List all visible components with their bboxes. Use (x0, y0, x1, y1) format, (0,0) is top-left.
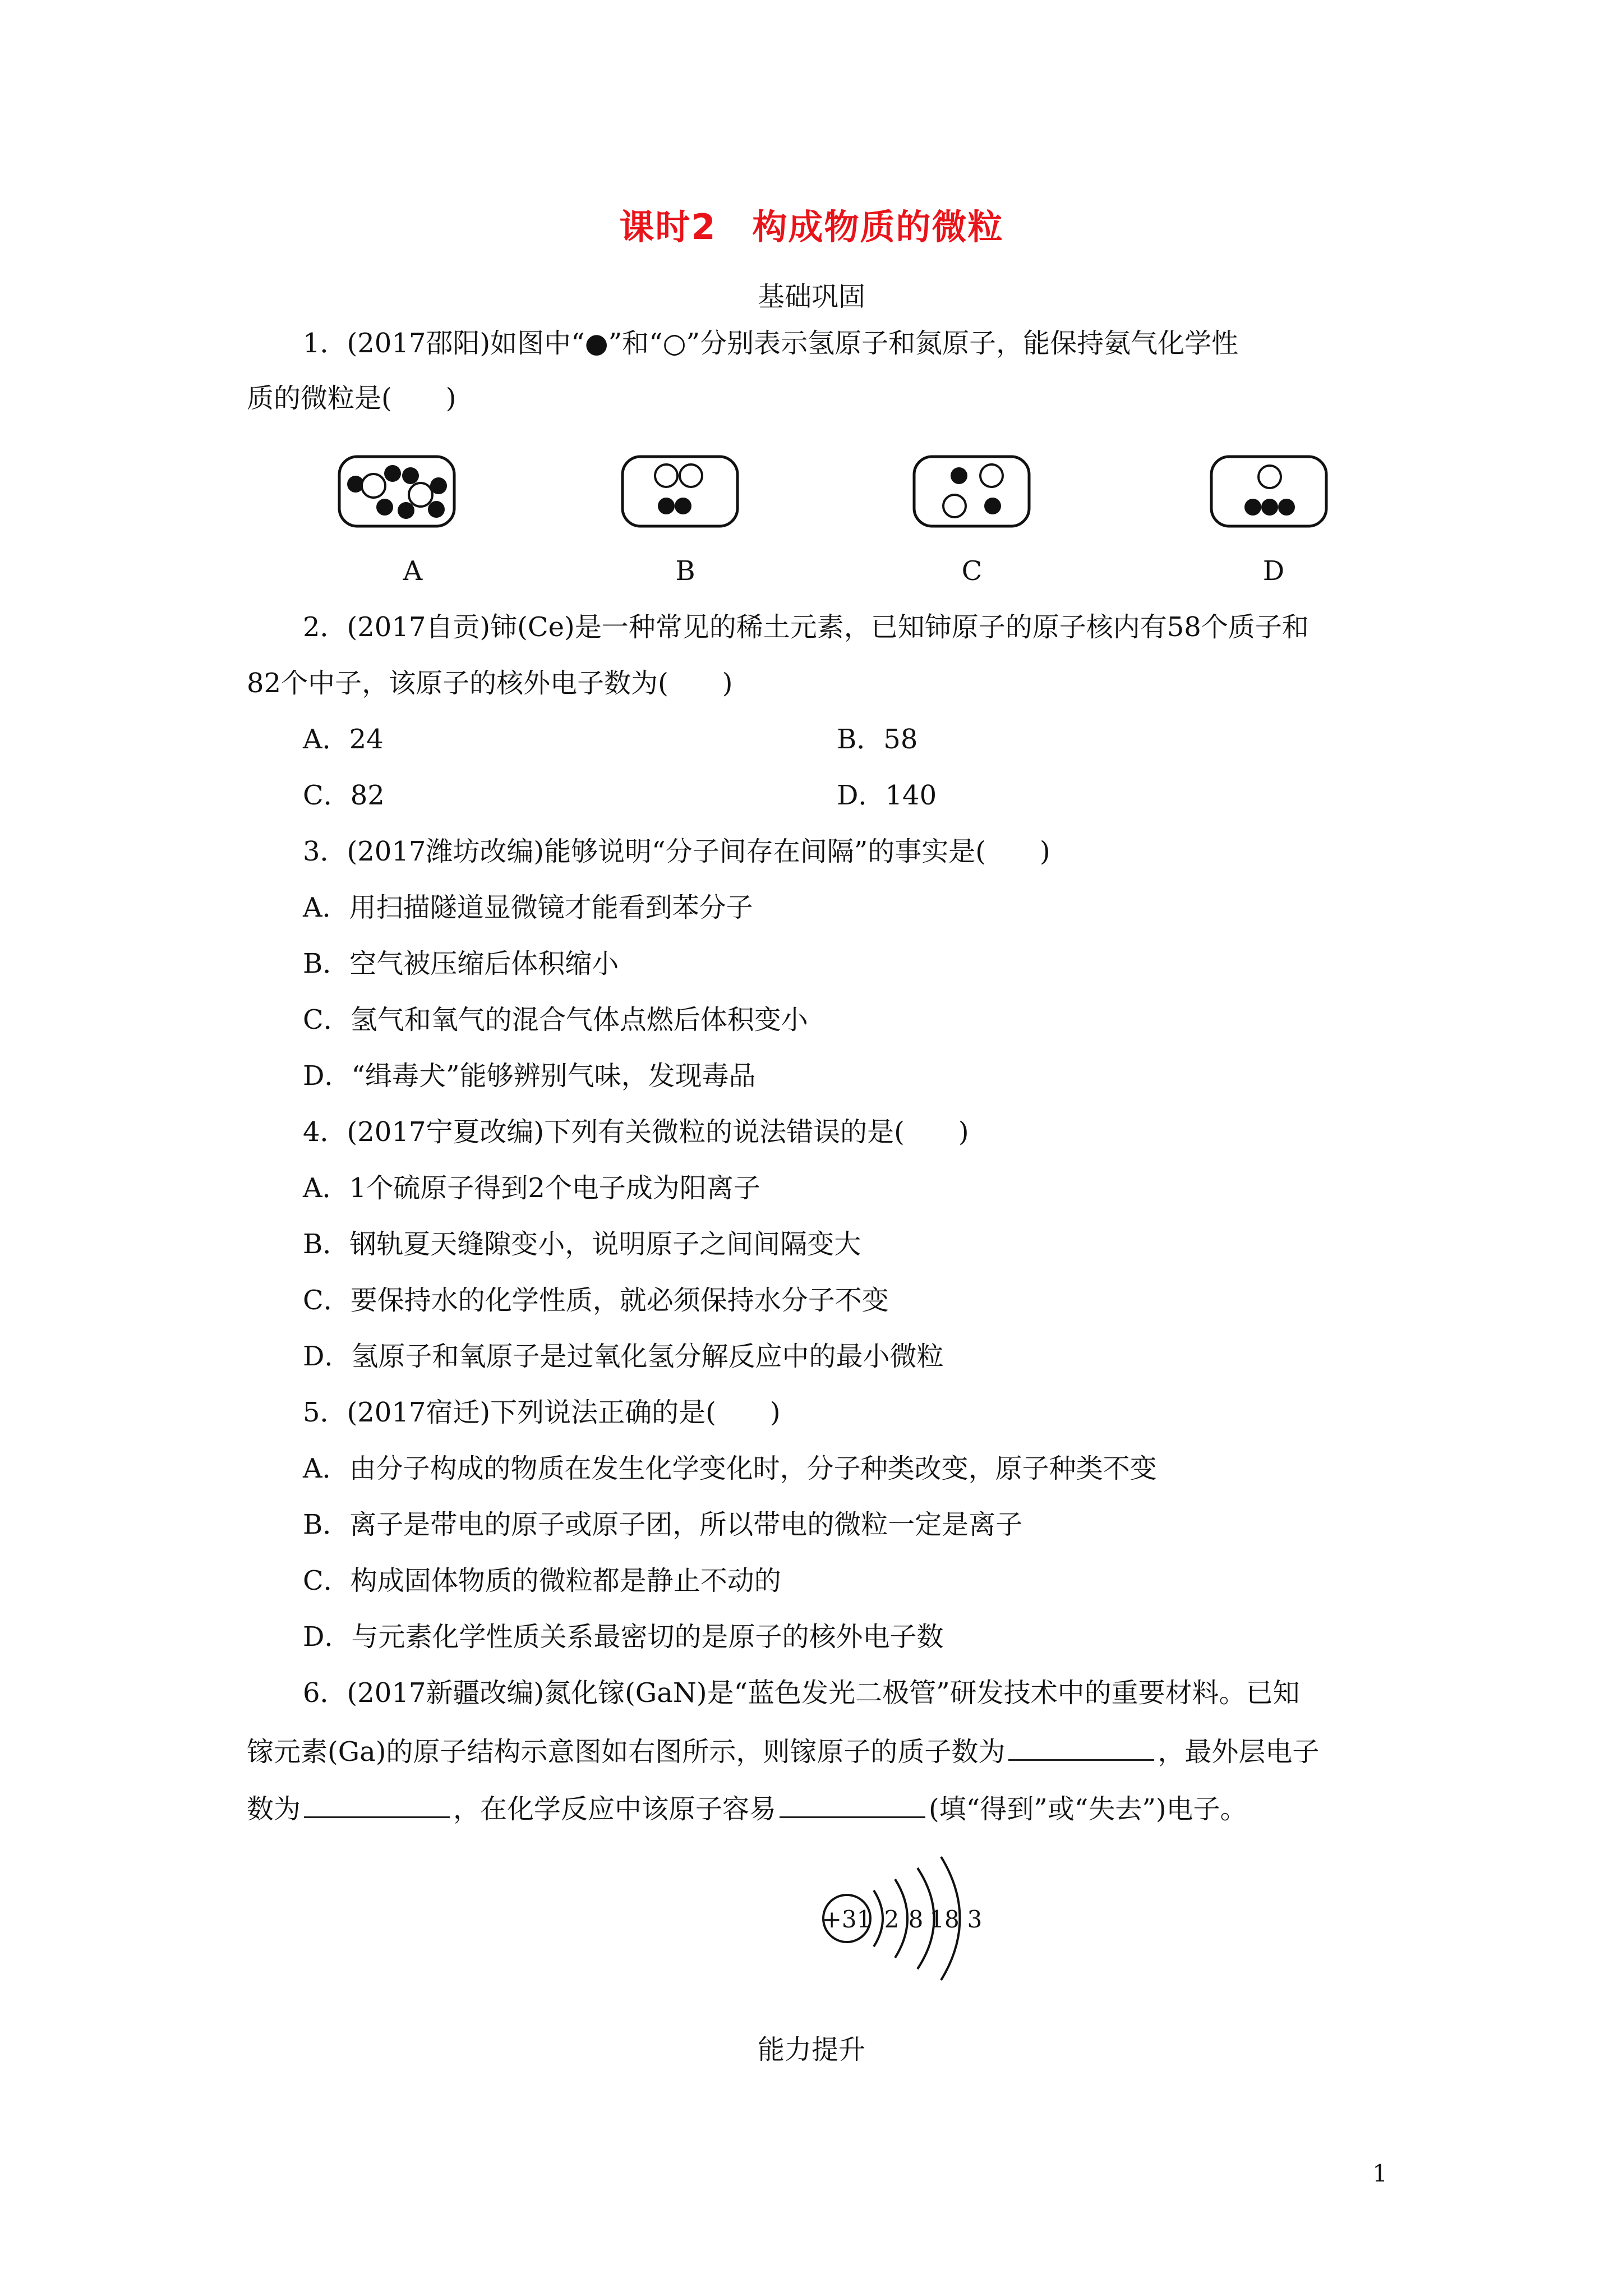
particle (398, 502, 414, 519)
q2-stem-line2: 82个中子，该原子的核外电子数为( ) (247, 668, 733, 699)
shell-electrons-4: 3 (967, 1906, 983, 1933)
q3-option-c: C．氢气和氧气的混合气体点燃后体积变小 (303, 1004, 808, 1036)
q2-option-b: B．58 (837, 724, 918, 755)
q6-blank-gain-lose[interactable] (780, 1791, 925, 1818)
particle (655, 464, 677, 487)
particle (658, 498, 675, 514)
q6-text: 镓元素(Ga)的原子结构示意图如右图所示，则镓原子的质子数为 (247, 1736, 1006, 1768)
box-c (914, 457, 1029, 526)
box-b (623, 457, 737, 526)
particle (680, 464, 702, 487)
nucleus-charge: +31 (822, 1906, 872, 1933)
particle (409, 483, 432, 507)
q2-stem-line1: 2．(2017自贡)铈(Ce)是一种常见的稀土元素，已知铈原子的原子核内有58个质子和 (303, 611, 1309, 643)
q4-option-a: A．1个硫原子得到2个电子成为阳离子 (303, 1172, 760, 1204)
q5-option-c: C．构成固体物质的微粒都是静止不动的 (303, 1565, 781, 1596)
particle (984, 498, 1001, 514)
option-c-box (914, 457, 1029, 526)
q1-stem-line2: 质的微粒是( ) (247, 383, 457, 414)
particle (362, 474, 385, 498)
particle (951, 467, 967, 484)
q4-option-b: B．钢轨夏天缝隙变小，说明原子之间间隔变大 (303, 1228, 861, 1260)
q1-option-b-label: B (675, 555, 695, 587)
q4-stem: 4．(2017宁夏改编)下列有关微粒的说法错误的是( ) (303, 1116, 969, 1148)
q6-blank-proton-count[interactable] (1008, 1733, 1154, 1761)
q6-text: ，最外层电子 (1158, 1736, 1320, 1768)
particle (943, 495, 966, 517)
particle (376, 499, 393, 516)
q2-option-d: D．140 (837, 780, 937, 811)
q1-option-d-label: D (1262, 555, 1285, 587)
particle (1278, 499, 1295, 516)
q6-stem-line1: 6．(2017新疆改编)氮化镓(GaN)是“蓝色发光二极管”研发技术中的重要材料。已知 (303, 1677, 1300, 1709)
particle (980, 464, 1003, 487)
section-advanced: 能力提升 (757, 2034, 865, 2065)
shell-electrons-2: 8 (908, 1906, 924, 1933)
q6-blank-outer-electrons[interactable] (304, 1791, 450, 1818)
particle (384, 465, 401, 482)
q3-stem: 3．(2017潍坊改编)能够说明“分子间存在间隔”的事实是( ) (303, 836, 1050, 867)
q2-option-c: C．82 (303, 780, 385, 811)
q1-option-c-label: C (961, 555, 983, 587)
particle (402, 467, 419, 484)
particle (428, 501, 445, 518)
q6-stem-line3 (247, 1791, 1247, 1826)
q3-option-d: D．“缉毒犬”能够辨别气味，发现毒品 (303, 1060, 756, 1092)
q6-stem-line2 (247, 1733, 1319, 1769)
page-title: 课时2 构成物质的微粒 (619, 206, 1004, 247)
shell-electrons-3: 18 (929, 1906, 960, 1933)
q6-text: (填“得到”或“失去”)电子。 (929, 1793, 1247, 1825)
q6-text: ，在化学反应中该原子容易 (453, 1793, 777, 1825)
q1-option-a-label: A (403, 555, 423, 587)
option-a-box (339, 457, 454, 526)
q3-option-b: B．空气被压缩后体积缩小 (303, 948, 619, 979)
shell-arc-1 (874, 1890, 883, 1947)
gallium-atom-diagram (808, 1851, 1009, 1997)
option-b-box (623, 457, 737, 526)
q5-option-a: A．由分子构成的物质在发生化学变化时，分子种类改变，原子种类不变 (303, 1453, 1157, 1484)
q1-figure (0, 449, 1623, 550)
q3-option-a: A．用扫描隧道显微镜才能看到苯分子 (303, 892, 753, 923)
particle (1244, 499, 1261, 516)
particle (430, 477, 447, 494)
q6-text: 数为 (247, 1793, 301, 1825)
q5-option-d: D．与元素化学性质关系最密切的是原子的核外电子数 (303, 1621, 944, 1653)
particle (1261, 499, 1278, 516)
section-basic: 基础巩固 (757, 281, 865, 312)
q5-option-b: B．离子是带电的原子或原子团，所以带电的微粒一定是离子 (303, 1509, 1023, 1540)
particle (675, 498, 691, 514)
q5-stem: 5．(2017宿迁)下列说法正确的是( ) (303, 1397, 781, 1428)
q2-option-a: A．24 (303, 724, 384, 755)
shell-electrons-1: 2 (884, 1906, 900, 1933)
q1-stem-line1: 1．(2017邵阳)如图中“●”和“○”分别表示氢原子和氮原子，能保持氨气化学性 (303, 328, 1239, 359)
option-d-box (1211, 457, 1326, 526)
q4-option-c: C．要保持水的化学性质，就必须保持水分子不变 (303, 1285, 889, 1316)
q4-option-d: D．氢原子和氧原子是过氧化氢分解反应中的最小微粒 (303, 1341, 944, 1372)
particle (1258, 466, 1281, 488)
page-number: 1 (1372, 2160, 1387, 2187)
